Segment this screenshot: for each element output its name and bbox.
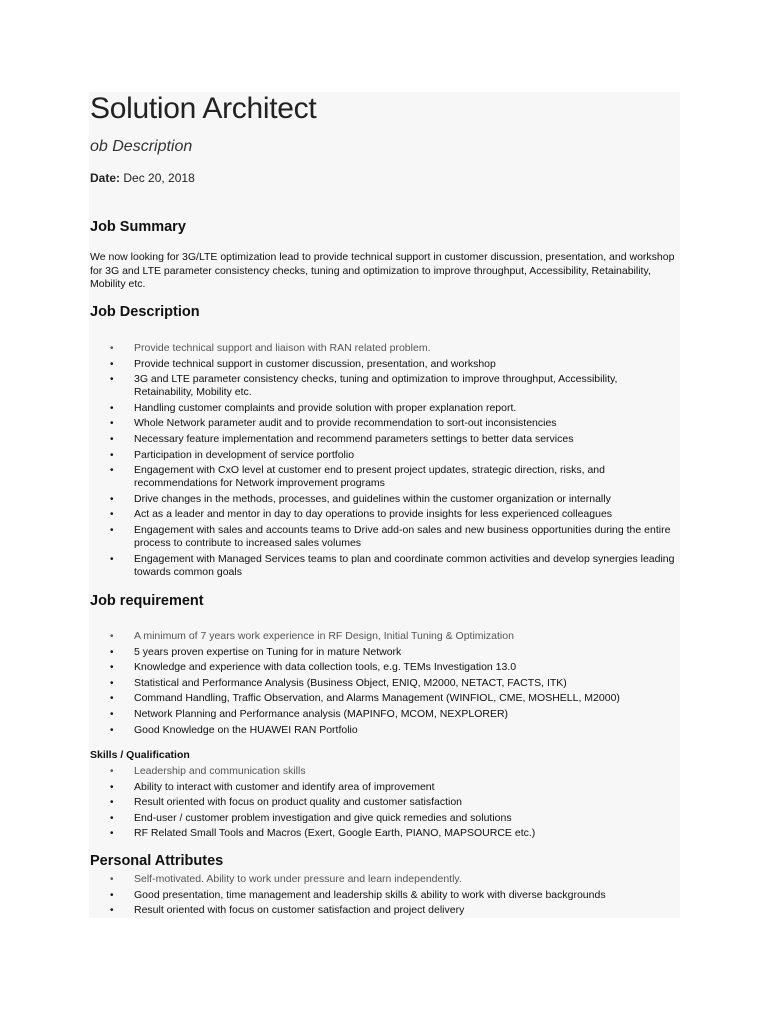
list-item: • Participation in development of service portfolio — [89, 449, 679, 462]
personal-attributes-list — [89, 873, 679, 920]
list-item: • Necessary feature implementation and recommend parameters settings to better data services — [89, 433, 679, 446]
list-item: • Network Planning and Performance analysis (MAPINFO, MCOM, NEXPLORER) — [89, 708, 679, 721]
job-description-list — [89, 342, 679, 581]
job-description-heading: Job Description — [90, 304, 200, 320]
list-item: • RF Related Small Tools and Macros (Exert, Google Earth, PIANO, MAPSOURCE etc.) — [89, 827, 679, 840]
list-item: • Result oriented with focus on product quality and customer satisfaction — [89, 796, 679, 809]
list-item: • Drive changes in the methods, processes, and guidelines within the customer organization or internally — [89, 493, 679, 506]
list-item: • Engagement with Managed Services teams to plan and coordinate common activities and develop synergies leading towards common goals — [89, 553, 679, 579]
list-item: • Engagement with sales and accounts teams to Drive add-on sales and new business opportunities during the entire process to contribute to increased sales volumes — [89, 524, 679, 550]
list-item: • Whole Network parameter audit and to provide recommendation to sort-out inconsistencies — [89, 417, 679, 430]
list-item: • Act as a leader and mentor in day to day operations to provide insights for less experienced colleagues — [89, 508, 679, 521]
list-item: • Knowledge and experience with data collection tools, e.g. TEMs Investigation 13.0 — [89, 661, 679, 674]
list-item: • Self-motivated. Ability to work under pressure and learn independently. — [89, 873, 679, 886]
list-item: • Handling customer complaints and provide solution with proper explanation report. — [89, 402, 679, 415]
list-item: • Good presentation, time management and leadership skills & ability to work with diverse backgrounds — [89, 889, 679, 902]
list-item: • Ability to interact with customer and identify area of improvement — [89, 781, 679, 794]
list-item: • 3G and LTE parameter consistency checks, tuning and optimization to improve throughput, Accessibility, Retainability, Mobility etc. — [89, 373, 679, 399]
date-line — [90, 171, 195, 185]
document-page — [89, 92, 680, 918]
list-item: • Result oriented with focus on customer satisfaction and project delivery — [89, 904, 679, 917]
job-requirement-heading: Job requirement — [90, 593, 204, 609]
page-title: Solution Architect — [90, 92, 317, 125]
list-item: • Statistical and Performance Analysis (Business Object, ENIQ, M2000, NETACT, FACTS, ITK) — [89, 677, 679, 690]
list-item: • Engagement with CxO level at customer end to present project updates, strategic direction, risks, and recommendations for Network improvement programs — [89, 464, 679, 490]
list-item: • 5 years proven expertise on Tuning for in mature Network — [89, 646, 679, 659]
list-item: • Provide technical support and liaison with RAN related problem. — [89, 342, 679, 355]
list-item: • Leadership and communication skills — [89, 765, 679, 778]
list-item: • A minimum of 7 years work experience in RF Design, Initial Tuning & Optimization — [89, 630, 679, 643]
list-item: • End-user / customer problem investigation and give quick remedies and solutions — [89, 812, 679, 825]
job-summary-heading: Job Summary — [90, 219, 186, 235]
list-item: • Provide technical support in customer discussion, presentation, and workshop — [89, 358, 679, 371]
list-item: • Command Handling, Traffic Observation, and Alarms Management (WINFIOL, CME, MOSHELL, M2000) — [89, 692, 679, 705]
skills-list — [89, 765, 679, 843]
date-value: Dec 20, 2018 — [123, 171, 195, 185]
skills-heading: Skills / Qualification — [90, 749, 190, 761]
list-item: • Good Knowledge on the HUAWEI RAN Portfolio — [89, 724, 679, 737]
personal-attributes-heading: Personal Attributes — [90, 853, 224, 869]
job-summary-text: We now looking for 3G/LTE optimization lead to provide technical support in customer discussion, presentation, and workshop for 3G and LTE parameter consistency checks, tuning and optimization to improve throughput, Accessibility, Retainability, Mobility etc. — [90, 251, 675, 290]
page-subtitle: ob Description — [90, 138, 193, 155]
date-label: Date: — [90, 171, 121, 185]
job-requirement-list — [89, 630, 679, 739]
